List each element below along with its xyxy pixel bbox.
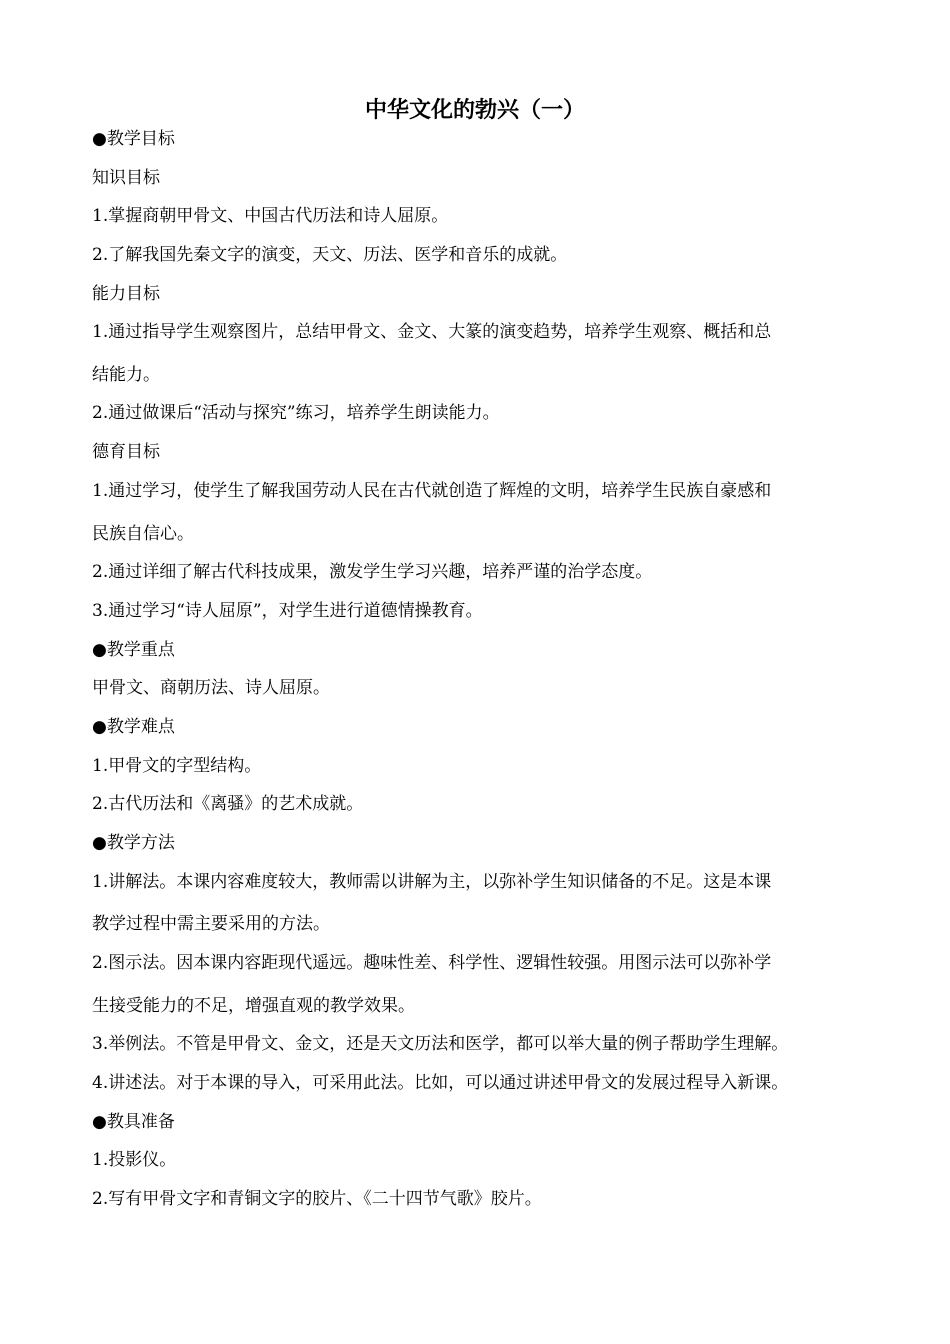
paragraph-line: 1.通过学习，使学生了解我国劳动人民在古代就创造了辉煌的文明，培养学生民族自豪感和 bbox=[92, 481, 772, 501]
paragraph-line: 1.甲骨文的字型结构。 bbox=[92, 756, 262, 776]
paragraph-line: 1.掌握商朝甲骨文、中国古代历法和诗人屈原。 bbox=[92, 206, 449, 226]
paragraph-line: 2.通过做课后“活动与探究”练习，培养学生朗读能力。 bbox=[92, 403, 500, 423]
section-heading-teaching-aids: ●教具准备 bbox=[92, 1112, 175, 1132]
paragraph-line: 1.通过指导学生观察图片，总结甲骨文、金文、大篆的演变趋势，培养学生观察、概括和总 bbox=[92, 322, 772, 342]
paragraph-line: 2.通过详细了解古代科技成果，激发学生学习兴趣，培养严谨的治学态度。 bbox=[92, 562, 653, 582]
paragraph-line: 民族自信心。 bbox=[92, 524, 194, 544]
section-heading-key-points: ●教学重点 bbox=[92, 640, 175, 660]
subheading-ability-goals: 能力目标 bbox=[92, 284, 160, 304]
paragraph-line: 甲骨文、商朝历法、诗人屈原。 bbox=[92, 678, 330, 698]
subheading-moral-goals: 德育目标 bbox=[92, 442, 160, 462]
paragraph-line: 1.讲解法。本课内容难度较大，教师需以讲解为主，以弥补学生知识储备的不足。这是本课 bbox=[92, 872, 772, 892]
paragraph-line: 3.通过学习“诗人屈原”，对学生进行道德情操教育。 bbox=[92, 601, 483, 621]
section-heading-difficulties: ●教学难点 bbox=[92, 717, 175, 737]
paragraph-line: 2.图示法。因本课内容距现代遥远。趣味性差、科学性、逻辑性较强。用图示法可以弥补学 bbox=[92, 953, 772, 973]
section-heading-teaching-goals: ●教学目标 bbox=[92, 129, 175, 149]
section-heading-methods: ●教学方法 bbox=[92, 833, 175, 853]
subheading-knowledge-goals: 知识目标 bbox=[92, 168, 160, 188]
paragraph-line: 生接受能力的不足，增强直观的教学效果。 bbox=[92, 996, 415, 1016]
paragraph-line: 2.写有甲骨文字和青铜文字的胶片、《二十四节气歌》胶片。 bbox=[92, 1189, 542, 1209]
document-title: 中华文化的勃兴（一） bbox=[364, 98, 585, 123]
paragraph-line: 结能力。 bbox=[92, 365, 160, 385]
paragraph-line: 1.投影仪。 bbox=[92, 1150, 177, 1170]
paragraph-line: 4.讲述法。对于本课的导入，可采用此法。比如，可以通过讲述甲骨文的发展过程导入新课。 bbox=[92, 1073, 789, 1093]
paragraph-line: 2.了解我国先秦文字的演变，天文、历法、医学和音乐的成就。 bbox=[92, 245, 568, 265]
paragraph-line: 教学过程中需主要采用的方法。 bbox=[92, 914, 330, 934]
paragraph-line: 2.古代历法和《离骚》的艺术成就。 bbox=[92, 794, 364, 814]
paragraph-line: 3.举例法。不管是甲骨文、金文，还是天文历法和医学，都可以举大量的例子帮助学生理解。 bbox=[92, 1034, 789, 1054]
